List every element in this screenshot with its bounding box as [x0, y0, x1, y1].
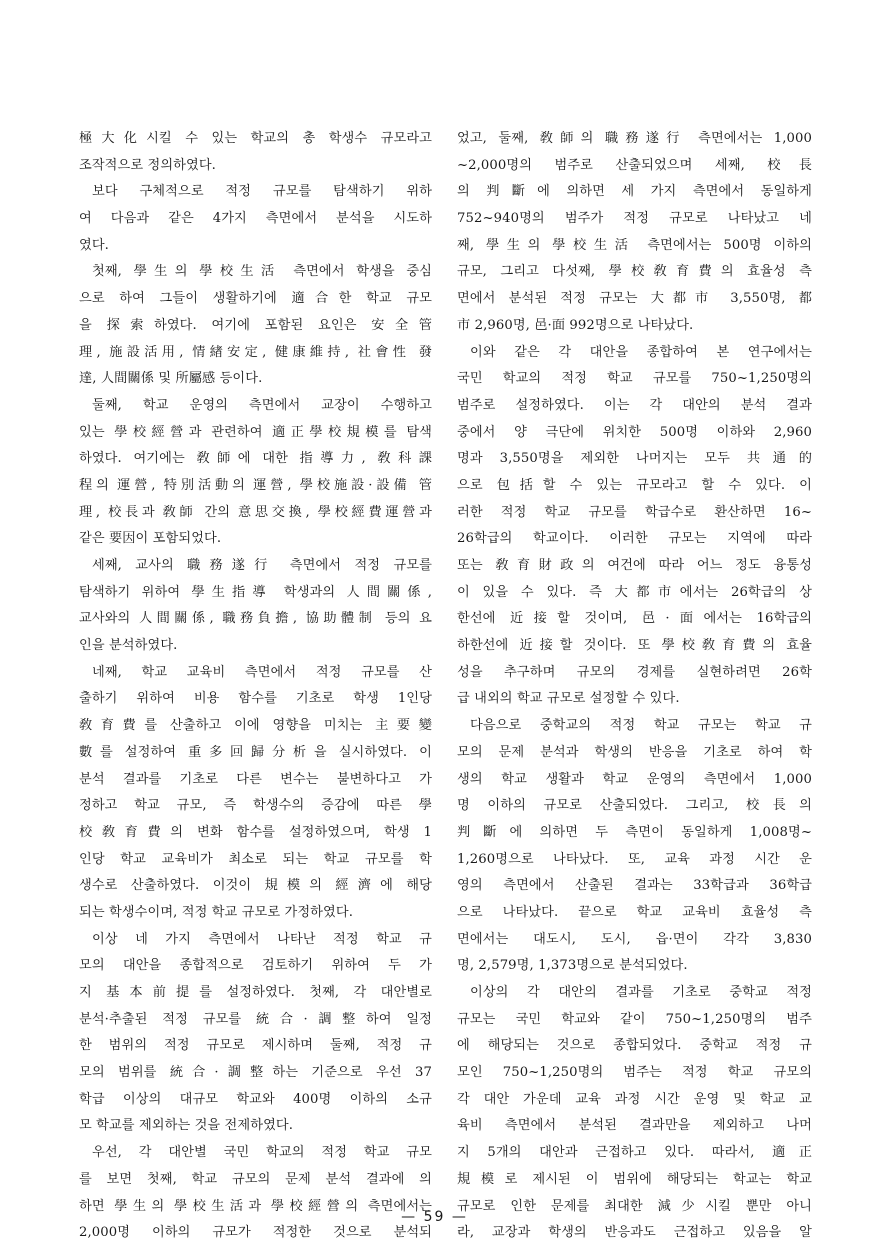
text-line: 지 5개의 대안과 근접하고 있다. 따라서, 適正	[457, 1145, 812, 1161]
text-line: 교사와의 人間關係, 職務負擔, 協助體制 등의 요	[79, 611, 432, 627]
text-line: 국민 학교의 적정 학교 규모를 750~1,250명의	[457, 371, 812, 387]
text-line: 모 학교를 제외하는 것을 전제하였다.	[79, 1118, 294, 1134]
text-line: 학급 이상의 대규모 학교와 400명 이하의 소규	[79, 1091, 432, 1107]
text-line: 26학급의 학교이다. 이러한 규모는 지역에 따라	[457, 531, 812, 547]
text-line: 모의 범위를 統合·調整하는 기준으로 우선 37	[79, 1065, 432, 1081]
text-line: 네째, 학교 교육비 측면에서 적정 규모를 산	[92, 664, 432, 680]
text-line: 2,000명 이하의 규모가 적정한 것으로 분석되	[79, 1225, 432, 1241]
text-line: 이상 네 가지 측면에서 나타난 적정 학교 규	[92, 931, 432, 947]
text-line: 명 이하의 규모로 산출되었다. 그리고, 校長의	[457, 798, 812, 814]
text-line: 급 내외의 학교 규모로 설정할 수 있다.	[457, 691, 680, 707]
text-line: 었고, 둘째, 敎師의 職務遂行 측면에서는 1,000	[457, 131, 812, 146]
text-line: 1,260명으로 나타났다. 또, 교육 과정 시간 운	[457, 851, 812, 867]
text-line: 이상의 각 대안의 결과를 기초로 중학교 적정	[470, 985, 812, 1000]
text-line: 敎育費를 산출하고 이에 영향을 미치는 主要變	[79, 718, 432, 734]
text-line: 분석·추출된 적정 규모를 統合·調整하여 일정	[79, 1011, 432, 1027]
text-line: 數를 설정하여 重多回歸分析을 실시하였다. 이	[79, 744, 432, 760]
text-line: 둘째, 학교 운영의 측면에서 교장이 수행하고	[92, 397, 432, 413]
text-line: 752~940명의 범주가 적정 규모로 나타났고 네	[457, 211, 812, 227]
text-line: 러한 적정 학교 규모를 학급수로 환산하면 16~	[457, 504, 812, 520]
text-line: 하한선에 近接할 것이다. 또 學校敎育費의 효율	[457, 638, 812, 654]
text-line: 세째, 교사의 職務遂行 측면에서 적정 규모를	[92, 558, 432, 573]
text-line: 영의 측면에서 산출된 결과는 33학급과 36학급	[457, 878, 812, 894]
text-line: 째, 學生의 學校生活 측면에서는 500명 이하의	[457, 237, 812, 253]
text-line: 명, 2,579명, 1,373명으로 분석되었다.	[457, 958, 688, 974]
text-line: 였다.	[79, 237, 109, 253]
text-line: 校敎育費의 변화 함수를 설정하였으며, 학생 1	[79, 824, 432, 840]
text-line: 여 다음과 같은 4가지 측면에서 분석을 시도하	[79, 211, 432, 227]
text-line: 모인 750~1,250명의 범주는 적정 학교 규모의	[457, 1065, 812, 1081]
text-line: 한선에 近接할 것이며, 邑·面에서는 16학급의	[457, 611, 812, 627]
text-line: 조작적으로 정의하였다.	[79, 157, 216, 173]
text-line: 규모로 인한 문제를 최대한 減少시킬 뿐만 아니	[457, 1198, 812, 1214]
text-line: 같은 要因이 포함되었다.	[79, 531, 222, 547]
text-line: 理, 校長과 敎師 간의 意思交換, 學校經費運營과	[79, 504, 432, 520]
text-line: 하면 學生의 學校生活과 學校經營의 측면에서는	[79, 1198, 432, 1214]
text-line: 하였다. 여기에는 敎師에 대한 指導力, 敎科課	[79, 451, 432, 467]
text-line: 또는 敎育財政의 여건에 따라 어느 정도 융통성	[457, 558, 812, 573]
text-line: 면에서 분석된 적정 규모는 大都市 3,550명, 都	[457, 291, 812, 307]
text-line: 을 探索하였다. 여기에 포함된 요인은 安全管	[79, 317, 432, 333]
text-line: 있는 學校經營과 관련하여 適正學校規模를 탐색	[79, 424, 432, 440]
text-line: 程의 運營, 特別活動의 運營, 學校施設·設備 管	[79, 477, 432, 493]
text-line: 極大化시킬 수 있는 학교의 총 학생수 규모라고	[79, 131, 432, 146]
text-line: 市 2,960명, 邑·面 992명으로 나타났다.	[457, 317, 694, 333]
text-line: 으로 나타났다. 끝으로 학교 교육비 효율성 측	[457, 904, 812, 920]
text-line: 첫째, 學生의 學校生活 측면에서 학생을 중심	[92, 264, 432, 280]
text-line: 라, 교장과 학생의 반응과도 근접하고 있음을 알	[457, 1225, 812, 1241]
text-line: 면에서는 대도시, 도시, 읍·면이 각각 3,830	[457, 931, 812, 947]
text-line: 생수로 산출하였다. 이것이 規模의 經濟에 해당	[79, 878, 432, 894]
text-line: 우선, 각 대안별 국민 학교의 적정 학교 규모	[92, 1145, 432, 1161]
text-line: 정하고 학교 규모, 즉 학생수의 증감에 따른 學	[79, 798, 432, 814]
text-line: 한 범위의 적정 규모로 제시하며 둘째, 적정 규	[79, 1038, 432, 1054]
text-line: 이 있을 수 있다. 즉 大都市에서는 26학급의 상	[457, 584, 812, 600]
left-column	[79, 126, 432, 1247]
text-line: 분석 결과를 기초로 다른 변수는 불변하다고 가	[79, 771, 432, 787]
right-column	[457, 126, 812, 1247]
text-line: 지 基本前提를 설정하였다. 첫째, 각 대안별로	[79, 985, 432, 1000]
text-line: 다음으로 중학교의 적정 학교 규모는 학교 규	[470, 718, 812, 734]
text-line: 출하기 위하여 비용 함수를 기초로 학생 1인당	[79, 691, 432, 707]
text-line: 규모, 그리고 다섯째, 學校敎育費의 효율성 측	[457, 264, 812, 280]
text-line: 를 보면 첫째, 학교 규모의 문제 분석 결과에 의	[79, 1171, 432, 1187]
text-line: 이와 같은 각 대안을 종합하여 본 연구에서는	[470, 344, 812, 360]
text-line: 의 判斷에 의하면 세 가지 측면에서 동일하게	[457, 184, 812, 200]
text-line: 理, 施設活用, 情緖安定, 健康維持, 社會性 發	[79, 344, 432, 360]
text-line: 모의 대안을 종합적으로 검토하기 위하여 두 가	[79, 958, 432, 974]
text-line: ~2,000명의 범주로 산출되었으며 세째, 校長	[457, 157, 812, 173]
text-line: 육비 측면에서 분석된 결과만을 제외하고 나머	[457, 1118, 812, 1134]
text-line: 성을 추구하며 규모의 경제를 실현하려면 26학	[457, 664, 812, 680]
text-line: 인을 분석하였다.	[79, 638, 178, 654]
text-line: 으로 包括할 수 있는 규모라고 할 수 있다. 이	[457, 477, 812, 493]
text-line: 規模로 제시된 이 범위에 해당되는 학교는 학교	[457, 1171, 812, 1187]
text-line: 判斷에 의하면 두 측면이 동일하게 1,008명~	[457, 824, 812, 840]
text-line: 탐색하기 위하여 學生指導 학생과의 人間關係,	[79, 584, 432, 600]
text-line: 보다 구체적으로 적정 규모를 탐색하기 위하	[92, 184, 432, 200]
text-line: 되는 학생수이며, 적정 학교 규모로 가정하였다.	[79, 904, 353, 920]
text-line: 으로 하여 그들이 생활하기에 適合한 학교 규모	[79, 291, 432, 307]
text-line: 에 해당되는 것으로 종합되었다. 중학교 적정 규	[457, 1038, 812, 1054]
text-line: 인당 학교 교육비가 최소로 되는 학교 규모를 학	[79, 851, 432, 867]
text-line: 達, 人間關係 및 所屬感 등이다.	[79, 371, 263, 387]
text-line: 중에서 양 극단에 위치한 500명 이하와 2,960	[457, 424, 812, 440]
text-line: 명과 3,550명을 제외한 나머지는 모두 共通的	[457, 451, 812, 467]
text-line: 범주로 설정하였다. 이는 각 대안의 분석 결과	[457, 397, 812, 413]
text-line: 모의 문제 분석과 학생의 반응을 기초로 하여 학	[457, 744, 812, 760]
text-line: 규모는 국민 학교와 같이 750~1,250명의 범주	[457, 1011, 812, 1027]
text-line: 생의 학교 생활과 학교 운영의 측면에서 1,000	[457, 771, 812, 787]
page-number: — 59 —	[401, 1209, 468, 1225]
text-line: 각 대안 가운데 교육 과정 시간 운영 및 학교 교	[457, 1091, 812, 1107]
